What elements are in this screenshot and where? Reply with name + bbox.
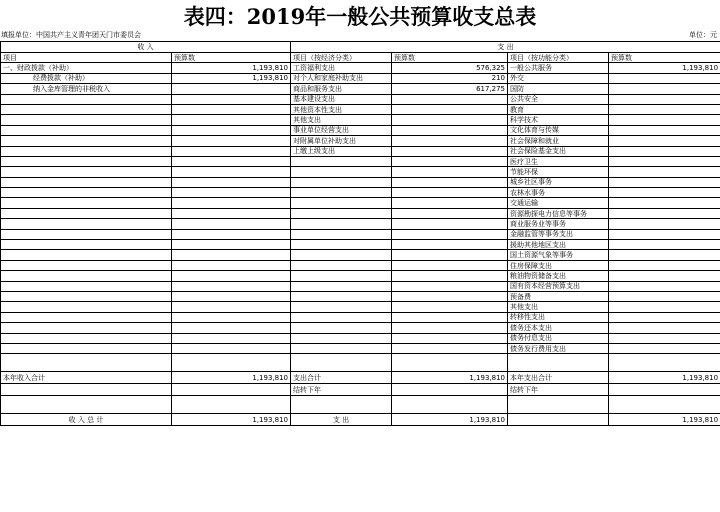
- col-header-item: 项目: [1, 53, 172, 63]
- income-item: [1, 281, 172, 291]
- col-header-budget: 预算数: [172, 53, 291, 63]
- econ-value: [392, 260, 508, 270]
- econ-item: 商品和服务支出: [291, 84, 392, 94]
- func-value: [609, 94, 720, 104]
- econ-item: [291, 260, 392, 270]
- func-item: 援助其他地区支出: [508, 240, 609, 250]
- year-income-value: 1,193,810: [172, 372, 291, 384]
- income-value: [172, 281, 291, 291]
- econ-value: 576,325: [392, 63, 508, 73]
- econ-item: 上缴上级支出: [291, 146, 392, 156]
- table-row: [1, 281, 720, 291]
- econ-item: [291, 323, 392, 333]
- func-value: [609, 198, 720, 208]
- func-value: [609, 250, 720, 260]
- econ-value: [392, 219, 508, 229]
- income-value: [172, 84, 291, 94]
- income-item: 一、财政拨款（补助）: [1, 63, 172, 73]
- econ-item: [291, 271, 392, 281]
- income-item: [1, 302, 172, 312]
- income-grand-total-value: 1,193,810: [172, 414, 291, 426]
- func-value: 1,193,810: [609, 63, 720, 73]
- econ-value: 617,275: [392, 84, 508, 94]
- func-item: 节能环保: [508, 167, 609, 177]
- econ-item: [291, 281, 392, 291]
- income-item: [1, 188, 172, 198]
- table-row: [1, 63, 720, 73]
- income-item: [1, 125, 172, 135]
- income-value: 1,193,810: [172, 73, 291, 83]
- func-value: [609, 156, 720, 166]
- income-value: [172, 94, 291, 104]
- func-value: [609, 146, 720, 156]
- table-row: [1, 260, 720, 270]
- func-value: [609, 177, 720, 187]
- income-value: [172, 343, 291, 353]
- econ-value: [392, 291, 508, 301]
- table-row: [1, 240, 720, 250]
- econ-item: [291, 291, 392, 301]
- table-row: [1, 323, 720, 333]
- func-item: 转移性支出: [508, 312, 609, 322]
- func-item: 资源勘探电力信息等事务: [508, 208, 609, 218]
- income-value: [172, 333, 291, 343]
- func-grand-total-value: 1,193,810: [609, 414, 720, 426]
- income-value: [172, 177, 291, 187]
- func-value: [609, 167, 720, 177]
- carry-forward-econ: 结转下年: [291, 384, 392, 396]
- econ-value: [392, 188, 508, 198]
- econ-value: [392, 167, 508, 177]
- func-value: [609, 229, 720, 239]
- income-value: [172, 271, 291, 281]
- year-total-row: [1, 372, 720, 384]
- income-value: [172, 291, 291, 301]
- income-value: [172, 219, 291, 229]
- func-value: [609, 73, 720, 83]
- func-item: 其他支出: [508, 302, 609, 312]
- econ-value: [392, 177, 508, 187]
- econ-item: [291, 302, 392, 312]
- econ-value: [392, 125, 508, 135]
- table-row: [1, 104, 720, 114]
- income-item: [1, 343, 172, 353]
- spacer-row: [1, 396, 720, 414]
- col-header-econ-item: 项目（按经济分类）: [291, 53, 392, 63]
- income-value: [172, 323, 291, 333]
- table-row: [1, 291, 720, 301]
- income-value: [172, 136, 291, 146]
- econ-value: [392, 94, 508, 104]
- table-row: [1, 156, 720, 166]
- table-row: [1, 333, 720, 343]
- econ-value: [392, 250, 508, 260]
- currency-unit: 单位：元: [689, 31, 717, 39]
- col-header-func-item: 项目（按功能分类）: [508, 53, 609, 63]
- table-row: [1, 125, 720, 135]
- econ-item: 事业单位经营支出: [291, 125, 392, 135]
- func-value: [609, 333, 720, 343]
- func-item: 医疗卫生: [508, 156, 609, 166]
- econ-item: 工资福利支出: [291, 63, 392, 73]
- income-item: [1, 250, 172, 260]
- income-value: [172, 208, 291, 218]
- func-item: 教育: [508, 104, 609, 114]
- econ-value: [392, 208, 508, 218]
- table-row: [1, 271, 720, 281]
- econ-value: [392, 136, 508, 146]
- econ-value: [392, 198, 508, 208]
- func-item: 商业服务业等事务: [508, 219, 609, 229]
- income-item: [1, 94, 172, 104]
- carry-forward-func: 结转下年: [508, 384, 609, 396]
- income-value: 1,193,810: [172, 63, 291, 73]
- func-value: [609, 240, 720, 250]
- income-value: [172, 250, 291, 260]
- grand-total-row: [1, 414, 720, 426]
- econ-value: [392, 281, 508, 291]
- econ-value: [392, 240, 508, 250]
- table-row: [1, 343, 720, 353]
- func-item: 农林水事务: [508, 188, 609, 198]
- econ-item: 其他资本性支出: [291, 104, 392, 114]
- col-header-func-budget: 预算数: [609, 53, 720, 63]
- income-item: [1, 219, 172, 229]
- func-item: 住房保障支出: [508, 260, 609, 270]
- func-value: [609, 136, 720, 146]
- econ-value: [392, 229, 508, 239]
- func-item: 债务发行费用支出: [508, 343, 609, 353]
- func-item: 外交: [508, 73, 609, 83]
- func-item: 公共安全: [508, 94, 609, 104]
- reporting-unit: 填报单位：中国共产主义青年团天门市委员会: [1, 31, 141, 39]
- func-value: [609, 291, 720, 301]
- year-income-label: 本年收入合计: [1, 372, 172, 384]
- report-title: 表四：2019年一般公共预算收支总表: [183, 4, 537, 29]
- table-row: [1, 177, 720, 187]
- econ-value: [392, 302, 508, 312]
- econ-item: 对附属单位补助支出: [291, 136, 392, 146]
- budget-table: [0, 41, 720, 426]
- col-header-econ-budget: 预算数: [392, 53, 508, 63]
- carry-forward-row: [1, 384, 720, 396]
- income-value: [172, 229, 291, 239]
- func-item: 国有资本经营预算支出: [508, 281, 609, 291]
- func-item: 债务还本支出: [508, 323, 609, 333]
- income-item: [1, 323, 172, 333]
- func-item: 科学技术: [508, 115, 609, 125]
- econ-value: [392, 323, 508, 333]
- func-item: 交通运输: [508, 198, 609, 208]
- econ-item: [291, 333, 392, 343]
- econ-item: [291, 240, 392, 250]
- econ-value: [392, 333, 508, 343]
- table-row: [1, 219, 720, 229]
- func-value: [609, 84, 720, 94]
- table-row: [1, 229, 720, 239]
- expenditure-group-header: 支 出: [291, 42, 720, 53]
- income-item: [1, 333, 172, 343]
- econ-item: [291, 343, 392, 353]
- func-item: 粮油物资储备支出: [508, 271, 609, 281]
- func-value: [609, 208, 720, 218]
- income-item: [1, 240, 172, 250]
- income-item: [1, 291, 172, 301]
- table-row: [1, 73, 720, 83]
- econ-item: [291, 167, 392, 177]
- income-item: [1, 167, 172, 177]
- table-row: [1, 188, 720, 198]
- table-row: [1, 136, 720, 146]
- econ-value: [392, 146, 508, 156]
- expend-grand-total-value: 1,193,810: [392, 414, 508, 426]
- income-value: [172, 302, 291, 312]
- func-value: [609, 104, 720, 114]
- econ-item: 其他支出: [291, 115, 392, 125]
- econ-item: [291, 219, 392, 229]
- func-item: 文化体育与传媒: [508, 125, 609, 135]
- expend-total-value: 1,193,810: [392, 372, 508, 384]
- func-item: 一般公共服务: [508, 63, 609, 73]
- income-item: [1, 260, 172, 270]
- table-row: [1, 167, 720, 177]
- income-value: [172, 188, 291, 198]
- econ-value: [392, 104, 508, 114]
- table-row: [1, 312, 720, 322]
- econ-item: 基本建设支出: [291, 94, 392, 104]
- econ-item: [291, 198, 392, 208]
- income-item: [1, 271, 172, 281]
- econ-item: [291, 156, 392, 166]
- year-expend-value: 1,193,810: [609, 372, 720, 384]
- func-item: 预备费: [508, 291, 609, 301]
- income-item: [1, 177, 172, 187]
- income-value: [172, 260, 291, 270]
- func-item: 社会保障和就业: [508, 136, 609, 146]
- income-value: [172, 240, 291, 250]
- income-item: [1, 229, 172, 239]
- econ-value: 210: [392, 73, 508, 83]
- income-item: [1, 104, 172, 114]
- table-row: [1, 115, 720, 125]
- income-value: [172, 312, 291, 322]
- func-value: [609, 281, 720, 291]
- func-value: [609, 188, 720, 198]
- table-row: [1, 302, 720, 312]
- econ-item: [291, 208, 392, 218]
- econ-item: [291, 250, 392, 260]
- income-group-header: 收 入: [1, 42, 291, 53]
- table-row: [1, 94, 720, 104]
- func-item: 社会保险基金支出: [508, 146, 609, 156]
- econ-item: [291, 177, 392, 187]
- income-item: [1, 115, 172, 125]
- table-row: [1, 250, 720, 260]
- income-value: [172, 167, 291, 177]
- table-row: [1, 208, 720, 218]
- econ-item: [291, 312, 392, 322]
- spacer-row: [1, 354, 720, 372]
- income-item: [1, 146, 172, 156]
- func-value: [609, 302, 720, 312]
- func-value: [609, 343, 720, 353]
- income-value: [172, 156, 291, 166]
- func-item: 国土资源气象等事务: [508, 250, 609, 260]
- econ-value: [392, 312, 508, 322]
- table-row: [1, 146, 720, 156]
- econ-value: [392, 115, 508, 125]
- func-value: [609, 323, 720, 333]
- income-value: [172, 146, 291, 156]
- econ-item: 对个人和家庭补助支出: [291, 73, 392, 83]
- econ-value: [392, 271, 508, 281]
- year-expend-label: 本年支出合计: [508, 372, 609, 384]
- income-item: [1, 198, 172, 208]
- func-item: 国防: [508, 84, 609, 94]
- econ-value: [392, 343, 508, 353]
- func-item: 金融监管等事务支出: [508, 229, 609, 239]
- income-item: [1, 136, 172, 146]
- func-value: [609, 125, 720, 135]
- func-value: [609, 271, 720, 281]
- econ-item: [291, 229, 392, 239]
- income-item: 纳入金库管理的非税收入: [1, 84, 172, 94]
- func-value: [609, 115, 720, 125]
- income-item: [1, 312, 172, 322]
- func-value: [609, 312, 720, 322]
- income-item: [1, 156, 172, 166]
- income-value: [172, 115, 291, 125]
- income-value: [172, 125, 291, 135]
- expend-total-label: 支出合计: [291, 372, 392, 384]
- econ-item: [291, 188, 392, 198]
- income-value: [172, 104, 291, 114]
- income-grand-total-label: 收 入 总 计: [1, 414, 172, 426]
- income-item: 经费拨款（补助）: [1, 73, 172, 83]
- func-value: [609, 260, 720, 270]
- table-row: [1, 84, 720, 94]
- econ-value: [392, 156, 508, 166]
- func-item: 城乡社区事务: [508, 177, 609, 187]
- income-value: [172, 198, 291, 208]
- func-item: 债务付息支出: [508, 333, 609, 343]
- income-item: [1, 208, 172, 218]
- expend-grand-total-label: 支 出: [291, 414, 392, 426]
- column-header-row: [1, 53, 720, 63]
- func-value: [609, 219, 720, 229]
- table-row: [1, 198, 720, 208]
- group-header-row: [1, 42, 720, 53]
